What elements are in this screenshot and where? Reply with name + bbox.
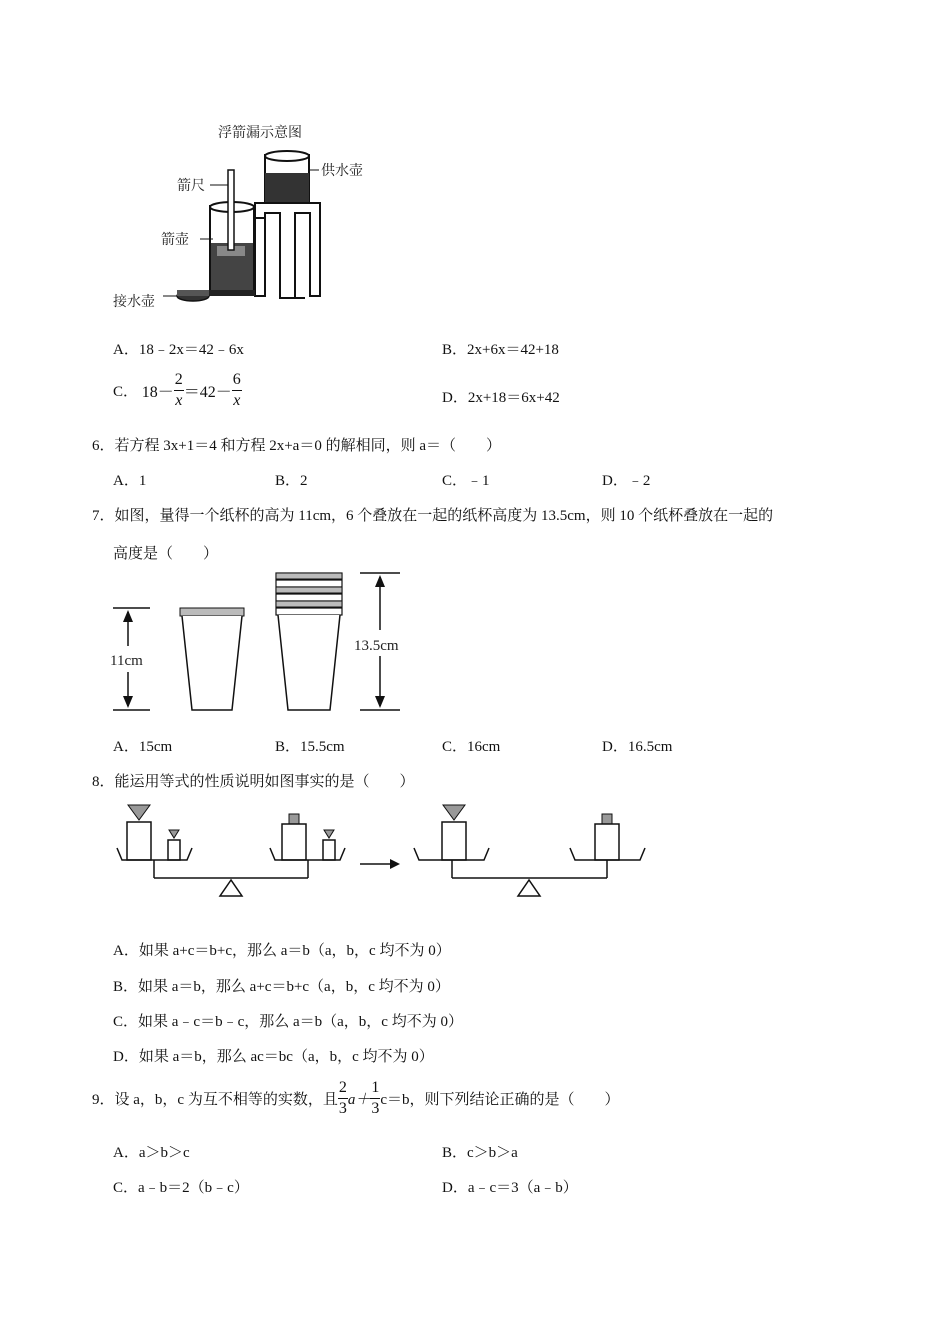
q9-option-d[interactable]: D．a﹣c＝3（a﹣b） — [442, 1180, 578, 1196]
q7-option-c[interactable]: C．16cm — [442, 739, 501, 755]
paper-cups-figure — [108, 568, 428, 718]
q7-stem-line1: 7．如图，量得一个纸杯的高为 11cm，6 个叠放在一起的纸杯高度为 13.5cm，则 10 个纸杯叠放在一起的 — [92, 508, 774, 524]
left-balance — [117, 805, 345, 896]
label-jieshuihu: 接水壶 — [113, 294, 155, 310]
q9-option-b[interactable]: B．c＞b＞a — [442, 1145, 518, 1161]
q6-option-a[interactable]: A．1 — [113, 473, 147, 489]
q5-option-b-text: 2x+6x＝42+18 — [467, 342, 559, 358]
balance-scale-figure — [112, 800, 652, 905]
q5-c-num1: 2 — [174, 372, 184, 391]
q5-option-d[interactable] — [442, 386, 560, 407]
q5-option-c-mid: ＝42－ — [183, 384, 232, 401]
q8-option-d[interactable]: D．如果 a＝b，那么 ac＝bc（a，b，c 均不为 0） — [113, 1049, 434, 1065]
q6-option-b[interactable]: B．2 — [275, 473, 308, 489]
q5-c-den1: x — [175, 392, 183, 409]
right-balance — [414, 805, 645, 896]
stack-height-label: 13.5cm — [354, 638, 399, 654]
q5-option-a[interactable] — [113, 338, 244, 359]
q8-option-a[interactable]: A．如果 a+c＝b+c，那么 a＝b（a，b，c 均不为 0） — [113, 943, 451, 959]
receiving-pot-drawing — [177, 290, 209, 301]
q5-option-a-text: 18﹣2x＝42﹣6x — [138, 342, 244, 358]
label-jianhu: 箭壶 — [161, 232, 189, 248]
transition-arrow — [360, 859, 400, 869]
q5-option-c[interactable] — [113, 372, 242, 409]
q5-option-a-letter: A． — [113, 342, 139, 358]
q9-frac2 — [370, 1080, 380, 1117]
q5-option-c-frac2 — [232, 372, 242, 409]
q8-option-b[interactable]: B．如果 a＝b，那么 a+c＝b+c（a，b，c 均不为 0） — [113, 979, 450, 995]
q7-option-d[interactable]: D．16.5cm — [602, 739, 673, 755]
q7-option-a[interactable]: A．15cm — [113, 739, 173, 755]
q5-option-d-text: 2x+18＝6x+42 — [467, 390, 560, 406]
q5-option-b-letter: B． — [442, 342, 468, 358]
q7-option-b[interactable]: B．15.5cm — [275, 739, 345, 755]
supply-pot-drawing — [255, 151, 320, 298]
q9-frac2-num: 1 — [370, 1080, 380, 1099]
q9-option-c[interactable]: C．a﹣b＝2（b﹣c） — [113, 1180, 249, 1196]
q5-option-b[interactable] — [442, 338, 559, 359]
cup-height-label: 11cm — [110, 653, 143, 669]
q5-option-c-frac1 — [174, 372, 184, 409]
label-gongshuihu: 供水壶 — [321, 163, 363, 179]
q6-option-d[interactable]: D．﹣2 — [602, 473, 651, 489]
q5-option-c-letter: C． — [113, 384, 139, 400]
q6-stem: 6．若方程 3x+1＝4 和方程 2x+a＝0 的解相同，则 a＝（ ） — [92, 438, 501, 454]
figure-title: 浮箭漏示意图 — [218, 125, 302, 141]
q5-option-d-letter: D． — [442, 390, 468, 406]
clepsydra-figure — [105, 118, 385, 318]
q9-frac1 — [338, 1080, 348, 1117]
q8-stem: 8．能运用等式的性质说明如图事实的是（ ） — [92, 774, 415, 790]
q5-c-num2: 6 — [232, 372, 242, 391]
q7-stem-line2: 高度是（ ） — [113, 546, 219, 562]
q6-option-c[interactable]: C．﹣1 — [442, 473, 490, 489]
q8-option-c[interactable]: C．如果 a﹣c＝b﹣c，那么 a＝b（a，b，c 均不为 0） — [113, 1014, 463, 1030]
q5-option-c-pre: 18－ — [141, 384, 174, 401]
q9-option-a[interactable]: A．a＞b＞c — [113, 1145, 190, 1161]
q9-stem — [92, 1080, 620, 1117]
q5-c-den2: x — [233, 392, 241, 409]
q9-stem-mid: a＋ — [347, 1092, 371, 1108]
q9-stem-post: c＝b，则下列结论正确的是（ ） — [380, 1092, 620, 1108]
q9-frac1-den: 3 — [338, 1100, 347, 1117]
label-jianchi: 箭尺 — [177, 178, 205, 194]
q9-frac2-den: 3 — [371, 1100, 380, 1117]
q9-frac1-num: 2 — [338, 1080, 348, 1099]
q9-stem-pre: 9．设 a，b，c 为互不相等的实数，且 — [92, 1092, 338, 1108]
